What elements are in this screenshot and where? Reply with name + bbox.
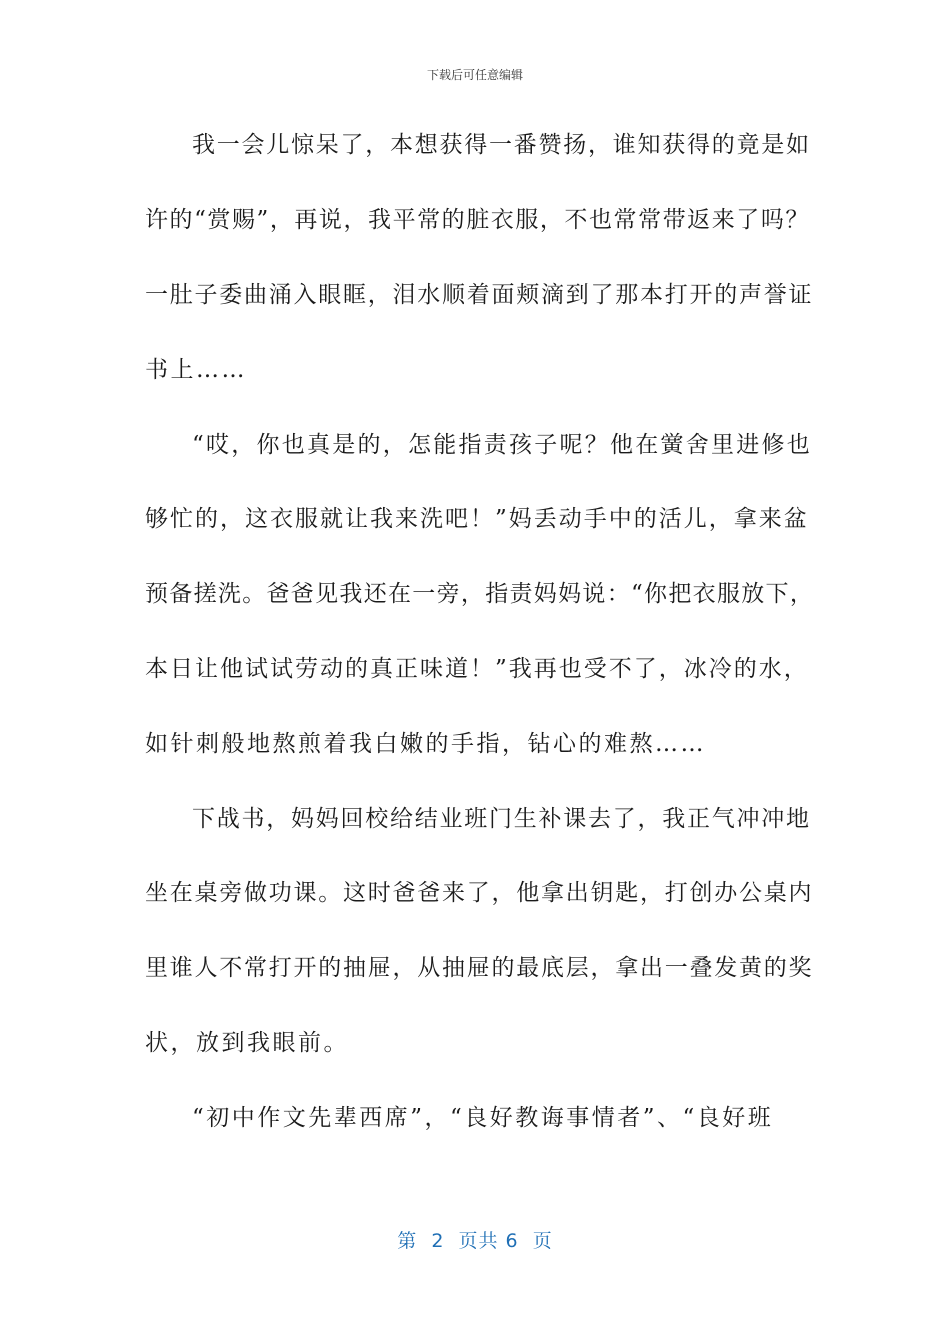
text-line: 书上……: [145, 357, 247, 383]
text-line: 本日让他试试劳动的真正味道！”我再也受不了，冰冷的水，: [145, 656, 809, 682]
text-line: 许的“赏赐”，再说，我平常的脏衣服，不也常常带返来了吗？: [145, 207, 810, 233]
text-line: “初中作文先辈西席”，“良好教诲事情者”、“良好班: [192, 1105, 774, 1131]
text-line: 状，放到我眼前。: [145, 1030, 349, 1056]
text-line: 预备搓洗。爸爸见我还在一旁，指责妈妈说：“你把衣服放下，: [145, 581, 815, 607]
text-line: 坐在桌旁做功课。这时爸爸来了，他拿出钥匙，打创办公桌内: [145, 880, 814, 906]
text-line: 里谁人不常打开的抽屉，从抽屉的最底层，拿出一叠发黄的奖: [145, 955, 814, 981]
text-line: 如针刺般地熬煎着我白嫩的手指，钻心的难熬……: [145, 731, 706, 757]
page-number-footer: 第 2 页共 6 页: [397, 1230, 553, 1252]
text-line: 我一会儿惊呆了，本想获得一番赞扬，谁知获得的竟是如: [192, 132, 811, 158]
text-line: “哎，你也真是的，怎能指责孩子呢？他在黉舍里进修也: [192, 432, 813, 458]
text-line: 够忙的，这衣服就让我来洗吧！”妈丢动手中的活儿，拿来盆: [145, 506, 809, 532]
text-line: 下战书，妈妈回校给结业班门生补课去了，我正气冲冲地: [192, 806, 811, 832]
text-line: 一肚子委曲涌入眼眶，泪水顺着面颊滴到了那本打开的声誉证: [145, 282, 814, 308]
page-header-note: 下载后可任意编辑: [426, 68, 523, 82]
